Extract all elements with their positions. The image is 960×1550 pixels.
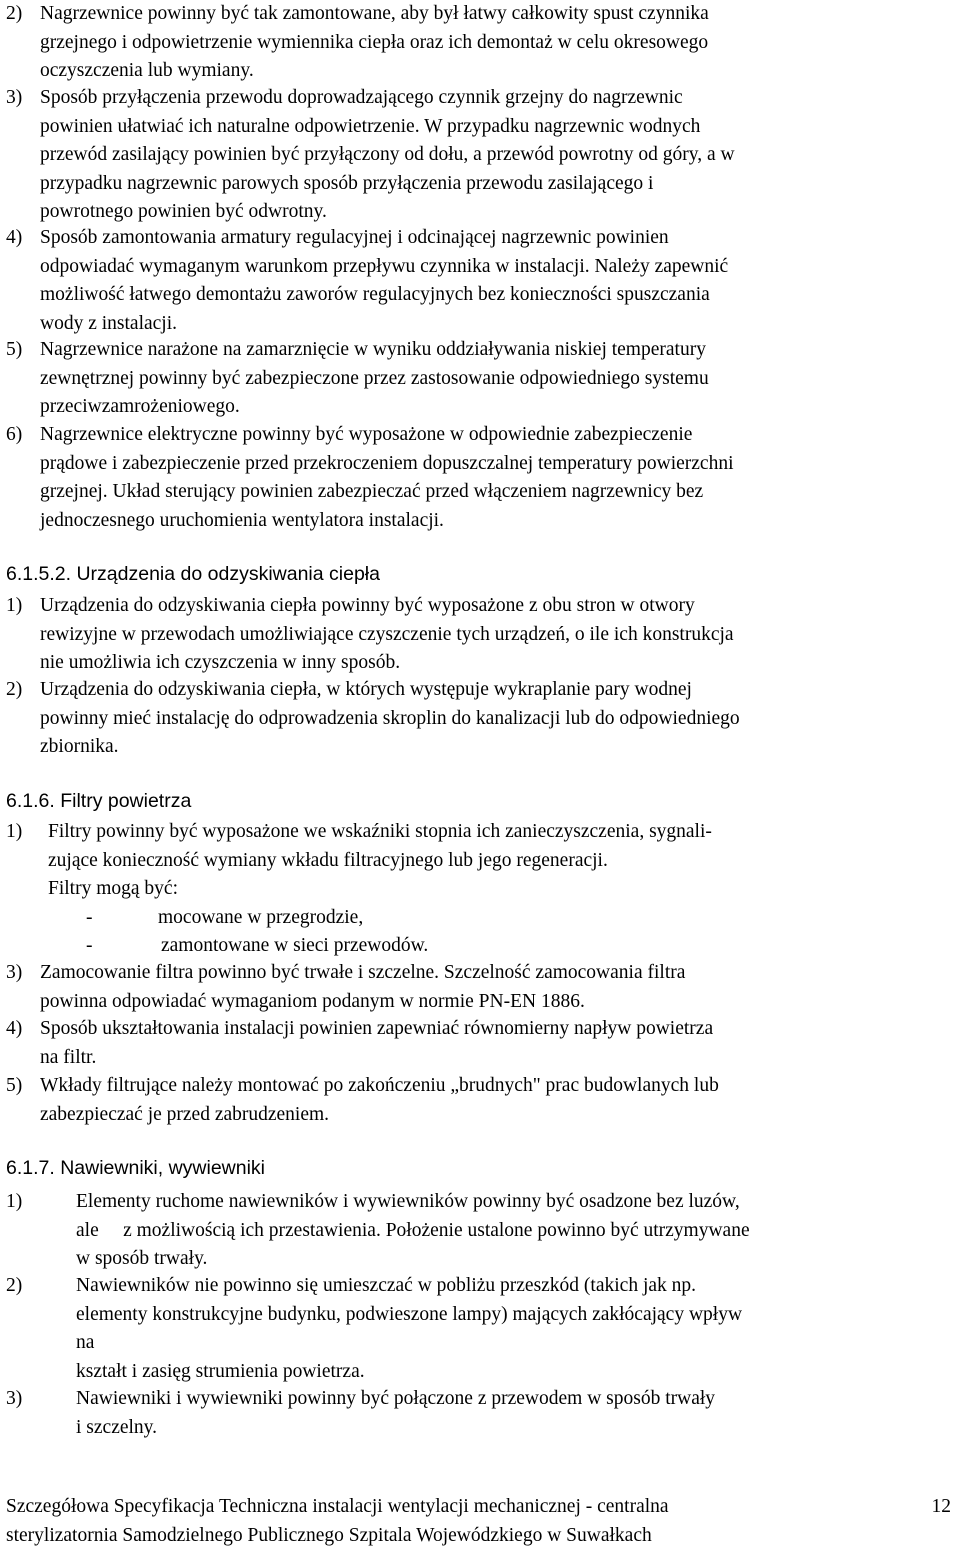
item-text-line: Nagrzewnice narażone na zamarznięcie w wyniku oddziaływania niskiej temperatury (40, 339, 706, 360)
item-text-line: rewizyjne w przewodach umożliwiające czyszczenie tych urządzeń, o ile ich konstrukcja (40, 623, 734, 645)
item-text-line: zujące konieczność wymiany wkładu filtracyjnego lub jego regeneracji. (48, 849, 608, 871)
item-text-line: Zamocowanie filtra powinno być trwałe i szczelne. Szczelność zamocowania filtra (40, 962, 686, 983)
item-text-line: Nagrzewnice powinny być tak zamontowane, aby był łatwy całkowity spust czynnika (40, 3, 709, 24)
item-text-line: ale z możliwością ich przestawienia. Położenie ustalone powinno być utrzymywane (76, 1219, 750, 1241)
list-item (6, 818, 951, 961)
section-heading: 6.1.5.2. Urządzenia do odzyskiwania ciepła (6, 563, 380, 585)
item-number: 2) (6, 1275, 23, 1296)
item-text-line: kształt i zasięg strumienia powietrza. (76, 1360, 365, 1382)
item-number: 4) (6, 1018, 23, 1039)
item-number: 1) (6, 821, 23, 842)
item-text-line: powinna odpowiadać wymaganiom podanym w normie PN-EN 1886. (40, 990, 585, 1012)
item-text-line: Nawiewników nie powinno się umieszczać w pobliżu przeszkód (takich jak np. (76, 1275, 697, 1296)
item-text-line: Nagrzewnice elektryczne powinny być wyposażone w odpowiednie zabezpieczenie (40, 424, 693, 445)
list-item (6, 421, 951, 535)
item-number: 3) (6, 87, 23, 108)
dash-marker: - (86, 906, 93, 928)
item-text-line: przypadku nagrzewnic parowych sposób przyłączenia przewodu zasilającego i (40, 172, 654, 194)
item-text-line: Sposób ukształtowania instalacji powinien zapewniać równomierny napływ powietrza (40, 1018, 714, 1039)
page-number: 12 (931, 1496, 951, 1517)
item-text-line: przewód zasilający powinien być przyłączony od dołu, a przewód powrotny od góry, a w (40, 144, 735, 165)
item-text-line: w sposób trwały. (76, 1248, 208, 1269)
item-text-line: jednoczesnego uruchomienia wentylatora instalacji. (40, 509, 444, 531)
list-item (6, 1072, 951, 1129)
item-text-line: grzejnego i odpowietrzenie wymiennika ciepła oraz ich demontaż w celu okresowego (40, 31, 709, 53)
item-text-line: Urządzenia do odzyskiwania ciepła, w których występuje wykraplanie pary wodnej (40, 679, 692, 700)
list-item (6, 1015, 951, 1072)
item-number: 4) (6, 227, 23, 248)
item-number: 1) (6, 595, 23, 616)
footer-line: Szczegółowa Specyfikacja Techniczna instalacji wentylacji mechanicznej - centralna (6, 1496, 669, 1517)
item-text-line: elementy konstrukcyjne budynku, podwieszone lampy) mających zakłócający wpływ (76, 1303, 743, 1325)
item-number: 2) (6, 3, 23, 24)
item-text-line: na (76, 1332, 95, 1353)
item-text-line: odpowiadać wymaganym warunkom przepływu czynnika w instalacji. Należy zapewnić (40, 255, 729, 277)
item-text-line: zbiornika. (40, 736, 119, 757)
item-number: 2) (6, 679, 23, 700)
item-text-line: Urządzenia do odzyskiwania ciepła powinny być wyposażone z obu stron w otwory (40, 595, 695, 616)
dash-list-item (48, 904, 951, 933)
item-number: 5) (6, 339, 23, 360)
list-item (6, 1272, 951, 1386)
item-number: 1) (6, 1191, 23, 1212)
item-number: 3) (6, 962, 23, 983)
item-text-line: prądowe i zabezpieczenie przed przekroczeniem dopuszczalnej temperatury powierzchni (40, 452, 734, 474)
section-heading: 6.1.7. Nawiewniki, wywiewniki (6, 1157, 266, 1179)
dash-item-text: mocowane w przegrodzie, (158, 906, 364, 928)
list-item (6, 224, 951, 338)
item-text-line: grzejnej. Układ sterujący powinien zabezpieczać przed włączeniem nagrzewnicy bez (40, 481, 704, 502)
dash-list-item (48, 932, 951, 961)
footer-line: sterylizatornia Samodzielnego Publicznego Szpitala Wojewódzkiego w Suwałkach (6, 1524, 652, 1546)
item-text-line: powinny mieć instalację do odprowadzenia skroplin do kanalizacji lub do odpowiedniego (40, 707, 740, 729)
dash-item-text: zamontowane w sieci przewodów. (161, 935, 429, 956)
item-text-line: i szczelny. (76, 1416, 158, 1438)
list-item (6, 84, 951, 227)
item-text-line: na filtr. (40, 1046, 97, 1068)
item-text-line: Sposób zamontowania armatury regulacyjnej i odcinającej nagrzewnic powinien (40, 227, 669, 248)
list-item (6, 336, 951, 422)
page-footer (6, 1493, 951, 1550)
item-number: 5) (6, 1075, 23, 1096)
dash-marker: - (86, 935, 93, 956)
item-number: 3) (6, 1388, 23, 1409)
list-item (6, 0, 951, 86)
item-text-line: powrotnego powinien być odwrotny. (40, 201, 327, 222)
item-text-line: Filtry mogą być: (48, 878, 178, 899)
list-item (6, 1188, 951, 1274)
item-text-line: zabezpieczać je przed zabrudzeniem. (40, 1103, 330, 1125)
item-text-line: powinien ułatwiać ich naturalne odpowietrzenie. W przypadku nagrzewnic wodnych (40, 115, 701, 137)
list-item (6, 676, 951, 762)
section-heading: 6.1.6. Filtry powietrza (6, 790, 192, 812)
list-item (6, 959, 951, 1016)
item-text-line: zewnętrznej powinny być zabezpieczone przez zastosowanie odpowiedniego systemu (40, 367, 709, 389)
item-text-line: Wkłady filtrujące należy montować po zakończeniu „brudnych" prac budowlanych lub (40, 1075, 719, 1096)
item-text-line: wody z instalacji. (40, 312, 178, 334)
item-number: 6) (6, 424, 23, 445)
item-text-line: przeciwzamrożeniowego. (40, 396, 240, 417)
list-item (6, 1385, 951, 1442)
item-text-line: możliwość łatwego demontażu zaworów regulacyjnych bez konieczności spuszczania (40, 284, 710, 305)
item-text-line: Sposób przyłączenia przewodu doprowadzającego czynnik grzejny do nagrzewnic (40, 87, 683, 108)
item-text-line: nie umożliwia ich czyszczenia w inny sposób. (40, 652, 401, 673)
list-item (6, 592, 951, 678)
item-text-line: oczyszczenia lub wymiany. (40, 60, 254, 81)
item-text-line: Filtry powinny być wyposażone we wskaźniki stopnia ich zanieczyszczenia, sygnali- (48, 821, 712, 842)
item-text-line: Elementy ruchome nawiewników i wywiewników powinny być osadzone bez luzów, (76, 1191, 740, 1212)
item-text-line: Nawiewniki i wywiewniki powinny być połączone z przewodem w sposób trwały (76, 1388, 716, 1409)
